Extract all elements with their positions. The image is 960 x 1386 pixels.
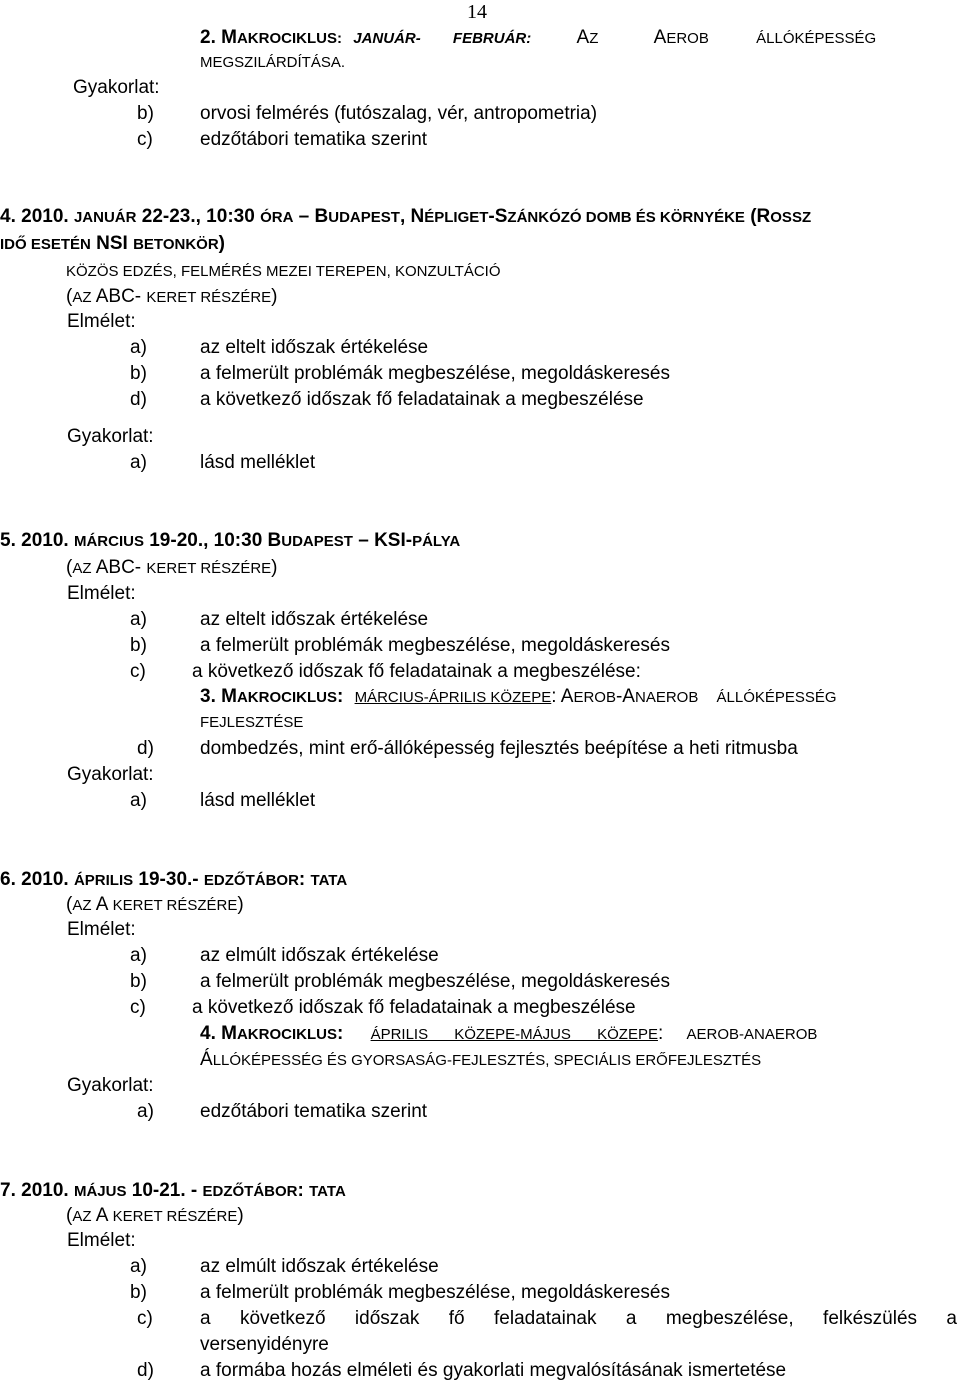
elmelet-label: Elmélet: bbox=[67, 1230, 136, 1251]
gyakorlat-label: Gyakorlat: bbox=[73, 77, 160, 98]
section-5-group: (AZ ABC- KERET RÉSZÉRE) bbox=[66, 557, 278, 578]
macrocycle-3-title: 3. MAKROCIKLUS: MÁRCIUS-ÁPRILIS KÖZEPE: AEROB-ANAEROB ÁLLÓKÉPESSÉG bbox=[200, 686, 837, 707]
elmelet-label: Elmélet: bbox=[67, 311, 136, 332]
section-4-group: (AZ ABC- KERET RÉSZÉRE) bbox=[66, 286, 278, 307]
page-number: 14 bbox=[467, 1, 487, 23]
macrocycle-2-title: 2. MAKROCIKLUS: JANUÁR- FEBRUÁR: AZ AEROB ÁLLÓKÉPESSÉG bbox=[200, 27, 877, 48]
section-6-group: (AZ A KERET RÉSZÉRE) bbox=[66, 894, 244, 915]
section-6-heading: 6. 2010. ÁPRILIS 19-30.- EDZŐTÁBOR: TATA bbox=[0, 869, 348, 890]
elmelet-label: Elmélet: bbox=[67, 919, 136, 940]
macrocycle-3-title-line2: FEJLESZTÉSE bbox=[200, 714, 304, 731]
macrocycle-4-title: 4. MAKROCIKLUS: ÁPRILIS KÖZEPE-MÁJUS KÖZEPE: AEROB-ANAEROB bbox=[200, 1023, 818, 1044]
gyakorlat-label: Gyakorlat: bbox=[67, 426, 154, 447]
gyakorlat-label: Gyakorlat: bbox=[67, 764, 154, 785]
document-page: 14 2. MAKROCIKLUS: JANUÁR- FEBRUÁR: AZ AEROB ÁLLÓKÉPESSÉG MEGSZILÁRDÍTÁSA. Gyakorlat: b) orvosi felmérés (futószalag, vér, antropometria) c) edzőtábori tematika szerint 4. 2010. JANUÁR 22-23., 10:30 ÓRA – BUDAPEST, NÉPLIGET-SZÁNKÓZÓ DOMB ÉS KÖRNYÉKE (ROSSZ IDŐ ESETÉN NSI BETONKÖR) KÖZÖS EDZÉS, FELMÉRÉS MEZEI TEREPEN, KONZULTÁCIÓ (AZ ABC- KERET RÉSZÉRE) Elmélet: a) az eltelt időszak értékelése b) a felmerült problémák megbeszélése, megoldáskeresés d) a következő időszak fő feladatainak a megbeszélése Gyakorlat: a) lásd melléklet 5. 2010. MÁRCIUS 19-20., 10:30 BUDAPEST – KSI-PÁLYA (AZ ABC- KERET RÉSZÉRE) Elmélet: a) az eltelt időszak értékelése b) a felmerült problémák megbeszélése, megoldáskeresés c) a következő időszak fő feladatainak a megbeszélése: 3. MAKROCIKLUS: MÁRCIUS-ÁPRILIS KÖZEPE: AEROB-ANAEROB ÁLLÓKÉPESSÉG FEJLESZTÉSE d) dombedzés, mint erő-állóképesség fejlesztés beépítése a heti ritmusba Gyakorlat: a) lásd melléklet 6. 2010. ÁPRILIS 19-30.- EDZŐTÁBOR: TATA (AZ A KERET RÉSZÉRE) Elmélet: a) az elmúlt időszak értékelése b) a felmerült problémák megbeszélése, megoldáskeresés c) a következő időszak fő feladatainak a megbeszélése 4. MAKROCIKLUS: ÁPRILIS KÖZEPE-MÁJUS KÖZEPE: AEROB-ANAEROB ÁLLÓKÉPESSÉG ÉS GYORSASÁG-FEJLESZTÉS, SPECIÁLIS ERŐFEJLESZTÉS Gyakorlat: a) edzőtábori tematika szerint 7. 2010. MÁJUS 10-21. - EDZŐTÁBOR: TATA (AZ A KERET RÉSZÉRE) Elmélet: a) az elmúlt időszak értékelése b) a felmerült problémák megbeszélése, megoldáskeresés c) a következő időszak fő feladatainak a megbeszélése, felkészülés a versenyidényre d) a formába hozás elméleti és gyakorlati megvalósításának ismertetése bbox=[0, 1, 957, 1381]
section-4-heading-line2: IDŐ ESETÉN NSI BETONKÖR) bbox=[0, 233, 225, 254]
elmelet-label: Elmélet: bbox=[67, 583, 136, 604]
list-item-continuation: versenyidényre bbox=[200, 1334, 329, 1355]
section-5-heading: 5. 2010. MÁRCIUS 19-20., 10:30 BUDAPEST – KSI-PÁLYA bbox=[0, 530, 461, 551]
section-7-group: (AZ A KERET RÉSZÉRE) bbox=[66, 1205, 244, 1226]
gyakorlat-label: Gyakorlat: bbox=[67, 1075, 154, 1096]
macrocycle-4-title-line2: ÁLLÓKÉPESSÉG ÉS GYORSASÁG-FEJLESZTÉS, SPECIÁLIS ERŐFEJLESZTÉS bbox=[200, 1049, 762, 1070]
section-7-heading: 7. 2010. MÁJUS 10-21. - EDZŐTÁBOR: TATA bbox=[0, 1180, 346, 1201]
macrocycle-2-title-line2: MEGSZILÁRDÍTÁSA. bbox=[200, 54, 346, 71]
section-4-heading: 4. 2010. JANUÁR 22-23., 10:30 ÓRA – BUDAPEST, NÉPLIGET-SZÁNKÓZÓ DOMB ÉS KÖRNYÉKE (ROSSZ bbox=[0, 206, 812, 227]
section-4-subtitle: KÖZÖS EDZÉS, FELMÉRÉS MEZEI TEREPEN, KONZULTÁCIÓ bbox=[66, 263, 501, 280]
